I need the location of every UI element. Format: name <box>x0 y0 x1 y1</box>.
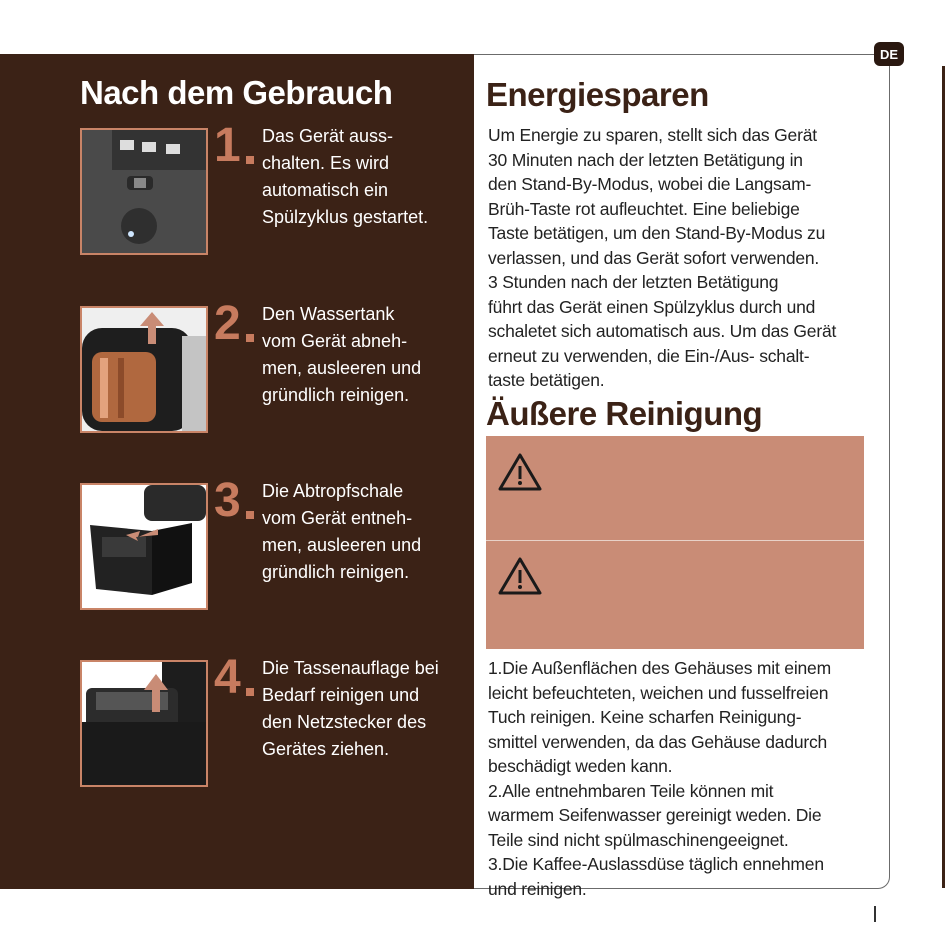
energy-title: Energiesparen <box>486 76 709 113</box>
step-4-photo <box>80 660 208 787</box>
step-2-number: 2 <box>214 297 239 350</box>
warning-box-1 <box>486 436 864 540</box>
step-4-text: Die Tassenauflage bei Bedarf reinigen und den Netzstecker des Gerätes ziehen. <box>262 658 439 759</box>
step-4-number: 4 <box>214 651 239 704</box>
step-3-text: Die Abtropfschale vom Gerät entneh- men, ausleeren und gründlich reinigen. <box>262 481 422 582</box>
step-3-number: 3 <box>214 474 239 527</box>
step-1-photo <box>80 128 208 255</box>
step-3-photo <box>80 483 208 610</box>
warning-triangle-icon <box>498 452 542 492</box>
step-4-dot <box>246 688 254 696</box>
step-2-dot <box>246 334 254 342</box>
page-marker <box>874 906 876 922</box>
warning-triangle-icon <box>498 556 542 596</box>
step-1-number: 1 <box>214 119 239 172</box>
right-edge-bar <box>942 66 945 888</box>
cleaning-text: 1.Die Außenflächen des Gehäuses mit einem leicht befeuchteten, weichen und fusselfreien Tuch reinigen. Keine scharfen Reinigung- smittel verwenden, da das Gehäuse dadurch beschädigt weden kann. 2.Alle entnehmbaren Teile können mit warmem Seifenwasser gereinigt weden. Die Teile sind nicht spülmaschinengeeignet. 3.Die Kaffee-Auslassdüse täglich ennehmen und reinigen. <box>488 658 831 899</box>
step-2-text: Den Wassertank vom Gerät abneh- men, ausleeren und gründlich reinigen. <box>262 304 422 405</box>
left-title: Nach dem Gebrauch <box>80 74 393 111</box>
step-2-photo <box>80 306 208 433</box>
step-1-text: Das Gerät auss- chalten. Es wird automatisch ein Spülzyklus gestartet. <box>262 126 429 227</box>
step-1-dot <box>246 156 254 164</box>
warning-box-2 <box>486 541 864 649</box>
step-3-dot <box>246 511 254 519</box>
cleaning-title: Äußere Reinigung <box>486 395 763 432</box>
language-badge: DE <box>874 42 904 66</box>
energy-text: Um Energie zu sparen, stellt sich das Gerät 30 Minuten nach der letzten Betätigung in den Stand-By-Modus, wobei die Langsam- Brüh-Taste rot aufleuchtet. Eine beliebige Taste betätigen, um den Stand-By-Modus zu verlassen, und das Gerät sofort verwenden. 3 Stunden nach der letzten Betätigung führt das Gerät einen Spülzyklus durch und schaletet sich automatisch aus. Um das Gerät erneut zu verwenden, die Ein-/Aus- schalt- taste betätigen. <box>488 125 837 390</box>
